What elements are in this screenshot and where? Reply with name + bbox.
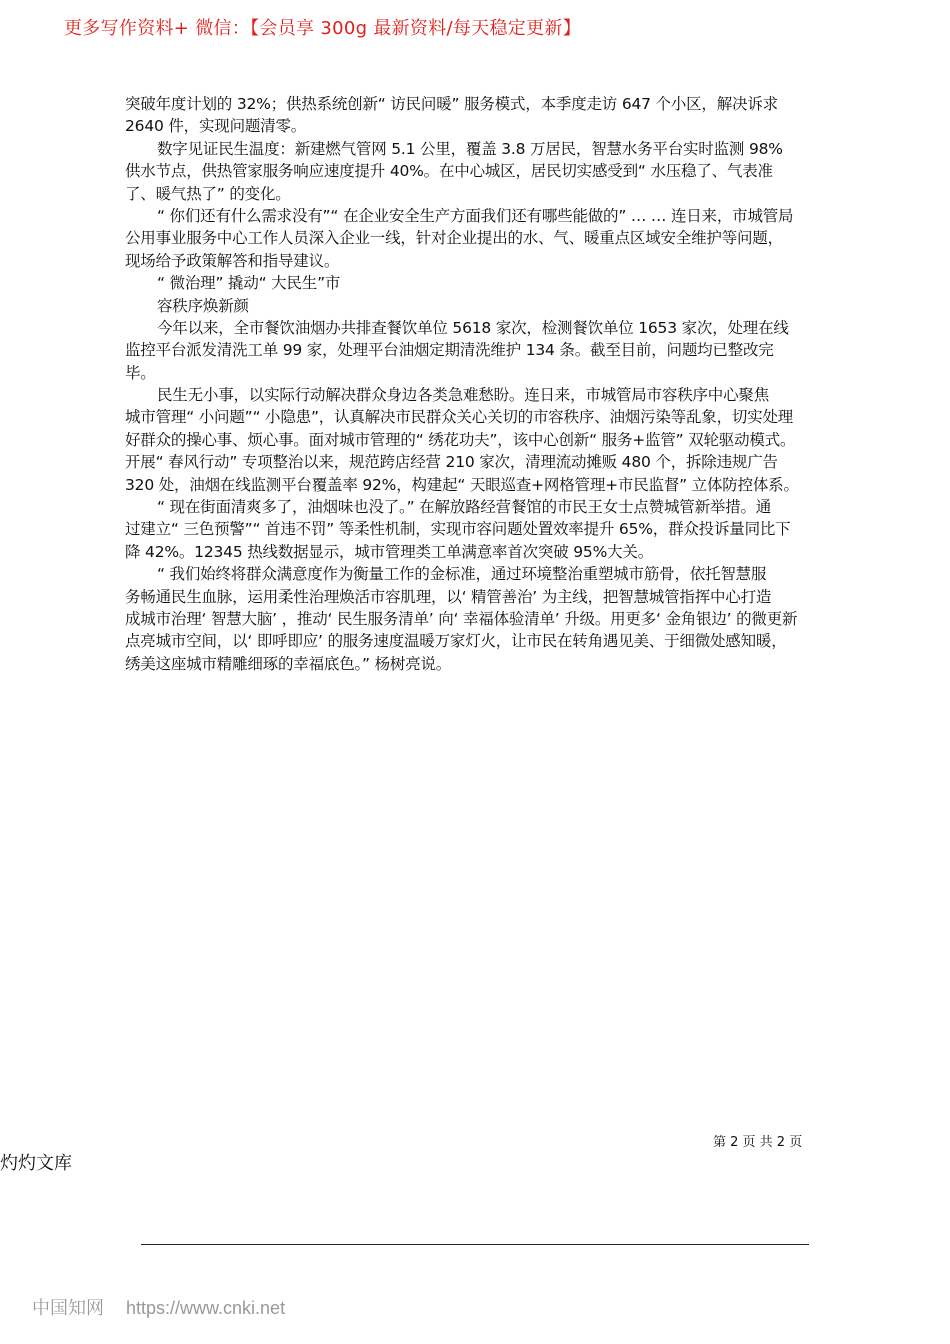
library-name: 灼灼文库: [0, 1153, 72, 1174]
cnki-url: https://www.cnki.net: [126, 1298, 286, 1318]
cnki-name: 中国知网: [32, 1298, 104, 1318]
text-line: 供水节点，供热管家服务响应速度提升 40%。在中心城区，居民切实感受到“ 水压稳了、气表准: [125, 162, 773, 181]
text-line: 过建立“ 三色预警”“ 首违不罚” 等柔性机制，实现市容问题处置效率提升 65%，群众投诉量同比下: [125, 520, 791, 539]
text-line: “ 我们始终将群众满意度作为衡量工作的金标准，通过环境整治重塑城市筋骨，依托智慧服: [157, 565, 767, 584]
text-line: “ 你们还有什么需求没有”“ 在企业安全生产方面我们还有哪些能做的” … … 连日来，市城管局: [157, 206, 794, 225]
text-line: 2640 件，实现问题清零。: [125, 117, 307, 136]
text-line: 成城市治理‘ 智慧大脑’ ，推动‘ 民生服务清单’ 向‘ 幸福体验清单’ 升级。用更多‘ 金角银边’ 的微更新: [125, 609, 798, 628]
footer-divider: [141, 1244, 809, 1245]
text-line: 突破年度计划的 32%；供热系统创新“ 访民问暖” 服务模式，本季度走访 647 个小区，解决诉求: [125, 95, 778, 113]
text-line: 数字见证民生温度：新建燃气管网 5.1 公里，覆盖 3.8 万居民，智慧水务平台实时监测 98%: [157, 139, 783, 158]
text-line: 绣美这座城市精雕细琢的幸福底色。” 杨树亮说。: [125, 654, 452, 673]
text-line: 开展“ 春风行动” 专项整治以来，规范跨店经营 210 家次，清理流动摊贩 480 个，拆除违规广告: [125, 453, 778, 472]
text-line: 点亮城市空间，以‘ 即呼即应’ 的服务速度温暖万家灯火，让市民在转角遇见美、于细微处感知暖，: [125, 632, 787, 651]
text-line: 好群众的操心事、烦心事。面对城市管理的“ 绣花功夫”，该中心创新“ 服务+监管” 双轮驱动模式。: [125, 430, 796, 449]
text-line: 务畅通民生血脉，运用柔性治理焕活市容肌理，以‘ 精管善治’ 为主线，把智慧城管指挥中心打造: [125, 587, 772, 606]
text-line: 320 处，油烟在线监测平台覆盖率 92%，构建起“ 天眼巡查+网格管理+市民监督” 立体防控体系。: [125, 475, 799, 494]
text-line: 毕。: [125, 363, 156, 382]
page-number: 第 2 页 共 2 页: [713, 1135, 803, 1150]
text-line: 降 42%。12345 热线数据显示，城市管理类工单满意率首次突破 95%大关。: [125, 542, 653, 561]
text-line: “ 微治理” 撬动“ 大民生”市: [157, 274, 341, 293]
text-line: 公用事业服务中心工作人员深入企业一线，针对企业提出的水、气、暖重点区域安全维护等问题，: [125, 229, 783, 248]
cnki-watermark: [32, 1294, 285, 1320]
document-body: [125, 93, 845, 675]
text-line: 民生无小事，以实际行动解决群众身边各类急难愁盼。连日来，市城管局市容秩序中心聚焦: [157, 386, 770, 405]
text-line: “ 现在街面清爽多了，油烟味也没了。” 在解放路经营餐馆的市民王女士点赞城管新举措。通: [157, 498, 772, 517]
text-line: 了、暖气热了” 的变化。: [125, 184, 291, 203]
text-line: 现场给予政策解答和指导建议。: [125, 251, 340, 270]
text-line: 城市管理“ 小问题”“ 小隐患”，认真解决市民群众关心关切的市容秩序、油烟污染等乱象，切实处理: [125, 408, 794, 427]
promo-banner: 更多写作资料+ 微信：【会员享 300g 最新资料/每天稳定更新】: [64, 18, 581, 39]
text-line: 容秩序焕新颜: [157, 296, 249, 315]
text-line: 监控平台派发清洗工单 99 家，处理平台油烟定期清洗维护 134 条。截至目前，问题均已整改完: [125, 341, 774, 360]
text-line: 今年以来，全市餐饮油烟办共排查餐饮单位 5618 家次，检测餐饮单位 1653 家次，处理在线: [157, 318, 789, 337]
